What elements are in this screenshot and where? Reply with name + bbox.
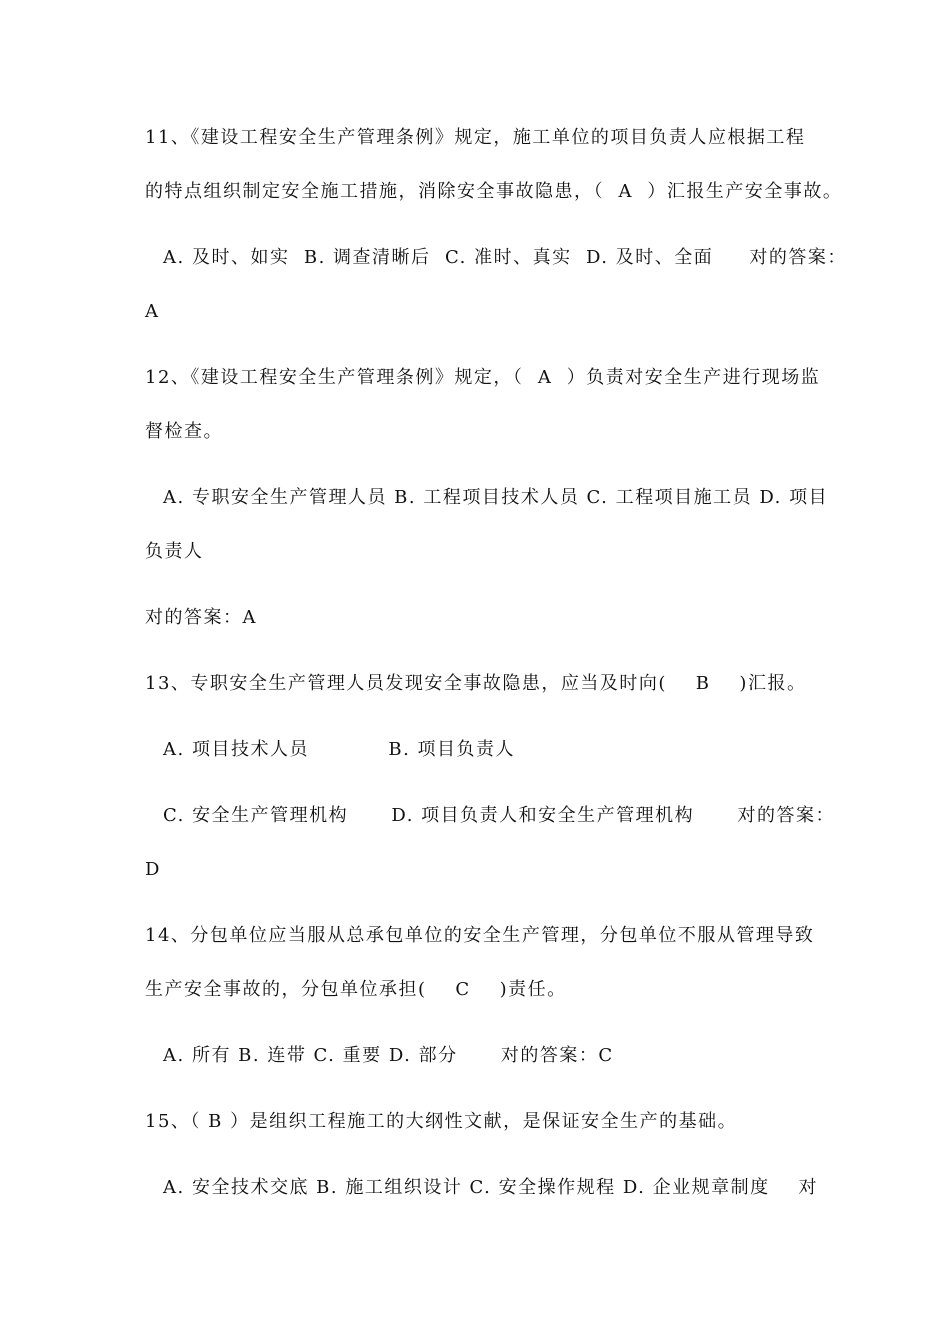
question-12-options-continuation: 负责人 (145, 541, 204, 562)
question-12-line-2: 督检查。 (145, 421, 223, 442)
question-12-options: A. 专职安全生产管理人员 B. 工程项目技术人员 C. 工程项目施工员 D. 项目 (163, 487, 829, 508)
question-11-line-1: 11、《建设工程安全生产管理条例》规定，施工单位的项目负责人应根据工程 (145, 127, 806, 148)
question-14-line-1: 14、分包单位应当服从总承包单位的安全生产管理，分包单位不服从管理导致 (145, 925, 815, 946)
question-12-answer: 对的答案：A (145, 607, 257, 628)
question-13-options-1: A. 项目技术人员 B. 项目负责人 (163, 739, 516, 760)
question-13-line-1: 13、专职安全生产管理人员发现安全事故隐患，应当及时向( B )汇报。 (145, 673, 807, 694)
question-13-answer: D (145, 859, 161, 880)
question-14-line-2: 生产安全事故的，分包单位承担( C )责任。 (145, 979, 567, 1000)
question-13-options-2: C. 安全生产管理机构 D. 项目负责人和安全生产管理机构 对的答案： (163, 805, 835, 826)
question-14-options: A. 所有 B. 连带 C. 重要 D. 部分 对的答案：C (163, 1045, 614, 1066)
question-12-line-1: 12、《建设工程安全生产管理条例》规定，（ A ）负责对安全生产进行现场监 (145, 367, 821, 388)
question-11-options: A. 及时、如实 B. 调查清晰后 C. 准时、真实 D. 及时、全面 对的答案： (163, 247, 847, 268)
question-11-answer: A (145, 301, 160, 322)
question-15-options: A. 安全技术交底 B. 施工组织设计 C. 安全操作规程 D. 企业规章制度 对 (163, 1177, 818, 1198)
question-15-line-1: 15、（ B ）是组织工程施工的大纲性文献，是保证安全生产的基础。 (145, 1111, 738, 1132)
question-11-line-2: 的特点组织制定安全施工措施，消除安全事故隐患，（ A ）汇报生产安全事故。 (145, 181, 843, 202)
